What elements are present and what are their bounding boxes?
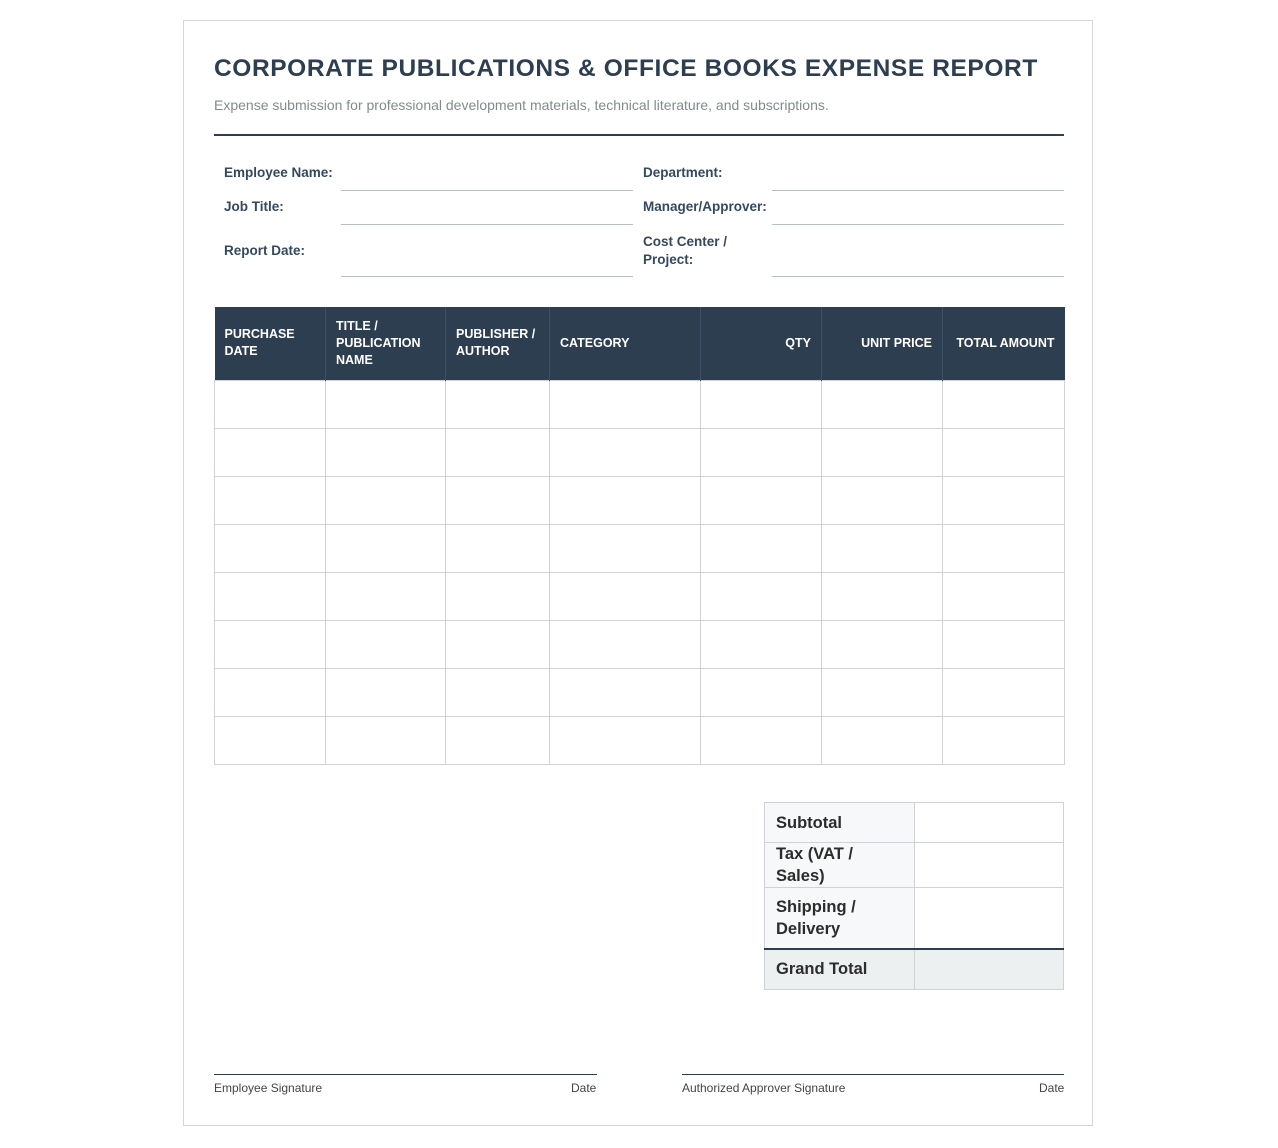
totals-table [764,802,1064,990]
page-subtitle: Expense submission for professional development materials, technical literature, and subscriptions. [214,97,829,113]
subtotal-row [765,803,1064,843]
cost-center-label-line2: Project: [643,252,694,267]
job-title-label: Job Title: [224,199,284,214]
table-cell[interactable] [215,668,326,716]
header-text: PUBLICATION [336,335,421,350]
header-text: TOTAL AMOUNT [956,335,1055,350]
table-cell[interactable] [215,524,326,572]
table-cell[interactable] [215,716,326,764]
table-row [215,476,1065,524]
table-cell[interactable] [550,428,701,476]
table-cell[interactable] [550,668,701,716]
employee-signature-line[interactable] [214,1074,597,1075]
table-row [215,380,1065,428]
cost-center-label-line1: Cost Center / [643,234,728,249]
shipping-label-line2: Delivery [776,919,841,938]
subtotal-label: Subtotal [765,803,915,843]
header-text: TITLE / [336,318,378,333]
shipping-label [765,888,915,949]
table-cell[interactable] [326,668,446,716]
approver-signature-line[interactable] [682,1074,1064,1075]
table-cell[interactable] [943,572,1065,620]
table-cell[interactable] [701,668,822,716]
page-title: CORPORATE PUBLICATIONS & OFFICE BOOKS EXPENSE REPORT [214,55,1038,82]
column-header-category [550,307,701,380]
header-text: QTY [785,335,811,350]
table-row [215,668,1065,716]
table-row [215,428,1065,476]
table-cell[interactable] [550,572,701,620]
employee-signature-label: Employee Signature [214,1081,323,1095]
header-divider [214,134,1064,136]
cost-center-label [643,233,727,269]
table-cell[interactable] [326,476,446,524]
table-cell[interactable] [215,476,326,524]
grand-total-row [765,949,1064,990]
table-header-row [215,307,1065,380]
table-cell[interactable] [943,620,1065,668]
table-cell[interactable] [943,716,1065,764]
employee-name-label: Employee Name: [224,165,333,180]
table-cell[interactable] [326,716,446,764]
table-cell[interactable] [822,524,943,572]
column-header-publisher [446,307,550,380]
shipping-label-line1: Shipping / [776,897,856,916]
table-cell[interactable] [943,428,1065,476]
cost-center-field[interactable] [772,276,1064,277]
approver-signature-label: Authorized Approver Signature [682,1081,846,1095]
table-cell[interactable] [215,380,326,428]
header-text: PUBLISHER / [456,327,536,342]
employee-date-label: Date [571,1081,597,1095]
table-cell[interactable] [326,380,446,428]
table-cell[interactable] [446,380,550,428]
employee-name-field[interactable] [341,190,633,191]
report-date-field[interactable] [341,276,633,277]
table-cell[interactable] [326,620,446,668]
job-title-field[interactable] [341,224,633,225]
column-header-qty [701,307,822,380]
expense-items-table [214,307,1065,765]
table-row [215,572,1065,620]
table-cell[interactable] [943,524,1065,572]
table-cell[interactable] [822,572,943,620]
manager-approver-field[interactable] [772,224,1064,225]
header-text: UNIT PRICE [861,335,932,350]
report-date-label: Report Date: [224,243,306,258]
table-cell[interactable] [943,476,1065,524]
table-cell[interactable] [701,716,822,764]
table-cell[interactable] [446,620,550,668]
table-cell[interactable] [215,572,326,620]
column-header-purchase-date [215,307,326,380]
table-cell[interactable] [701,428,822,476]
table-cell[interactable] [550,476,701,524]
table-cell[interactable] [550,524,701,572]
table-cell[interactable] [446,524,550,572]
shipping-value[interactable] [915,888,1064,949]
expense-report-page [183,20,1093,1126]
header-text: AUTHOR [456,344,510,359]
table-row [215,620,1065,668]
header-text: PURCHASE [224,327,295,342]
table-cell[interactable] [446,428,550,476]
grand-total-label: Grand Total [765,949,915,990]
table-row [215,716,1065,764]
table-cell[interactable] [326,572,446,620]
department-field[interactable] [772,190,1064,191]
subtotal-value[interactable] [915,803,1064,843]
grand-total-value[interactable] [915,949,1064,990]
column-header-title [326,307,446,380]
table-cell[interactable] [822,476,943,524]
manager-approver-label: Manager/Approver: [643,199,767,214]
table-cell[interactable] [701,620,822,668]
table-cell[interactable] [822,380,943,428]
table-cell[interactable] [550,380,701,428]
table-cell[interactable] [446,572,550,620]
department-label: Department: [643,165,723,180]
header-text: DATE [224,344,258,359]
tax-value[interactable] [915,843,1064,888]
table-cell[interactable] [446,668,550,716]
table-cell[interactable] [550,620,701,668]
table-cell[interactable] [701,572,822,620]
table-cell[interactable] [701,524,822,572]
header-text: CATEGORY [560,335,630,350]
table-cell[interactable] [446,716,550,764]
table-cell[interactable] [701,476,822,524]
table-cell[interactable] [822,668,943,716]
tax-row [765,843,1064,888]
table-cell[interactable] [215,620,326,668]
approver-date-label: Date [1039,1081,1065,1095]
column-header-total-amount [943,307,1065,380]
table-row [215,524,1065,572]
column-header-unit-price [822,307,943,380]
header-text: NAME [336,352,373,367]
table-cell[interactable] [943,380,1065,428]
table-cell[interactable] [215,428,326,476]
table-cell[interactable] [446,476,550,524]
table-cell[interactable] [822,620,943,668]
table-cell[interactable] [822,716,943,764]
tax-label: Tax (VAT / Sales) [765,843,915,888]
table-cell[interactable] [822,428,943,476]
table-cell[interactable] [326,524,446,572]
shipping-row [765,888,1064,949]
table-cell[interactable] [550,716,701,764]
table-cell[interactable] [326,428,446,476]
table-cell[interactable] [943,668,1065,716]
table-cell[interactable] [701,380,822,428]
